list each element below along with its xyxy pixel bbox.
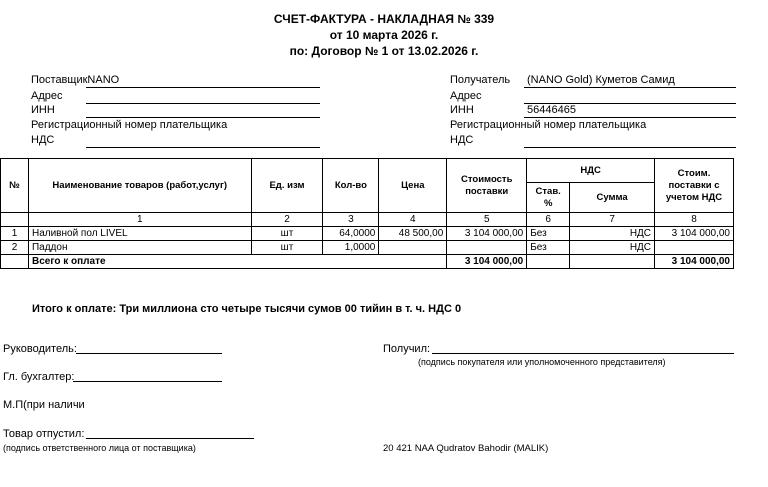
col-number — [1, 213, 29, 227]
col-header-vat-rate: Став. % — [527, 183, 570, 213]
receiver-label: Получатель — [450, 74, 511, 86]
supplier-address-line — [86, 103, 320, 104]
director-label: Руководитель: — [3, 343, 77, 355]
received-note: (подпись покупателя или уполномоченного представителя) — [418, 357, 666, 367]
invoice-date: от 10 марта 2026 г. — [329, 28, 439, 42]
receiver-name: (NANO Gold) Куметов Самид — [527, 74, 675, 86]
receiver-name-line — [524, 87, 736, 88]
receiver-vat-label: НДС — [450, 134, 474, 146]
receiver-reg-label: Регистрационный номер плательщика — [450, 119, 647, 131]
stamp-label: М.П(при наличи — [3, 399, 85, 411]
col-number: 5 — [447, 213, 527, 227]
col-header-name: Наименование товаров (работ,услуг) — [28, 159, 251, 213]
supplier-inn-line — [86, 117, 320, 118]
director-sign-line — [76, 353, 222, 354]
row-vat-rate: Без — [527, 241, 570, 255]
total-sum: 3 104 000,00 — [655, 255, 734, 269]
total-empty — [570, 255, 655, 269]
row-num: 1 — [1, 227, 29, 241]
supplier-name-line — [86, 87, 320, 88]
receiver-inn: 56446465 — [527, 104, 576, 116]
invoice-contract: по: Договор № 1 от 13.02.2026 г. — [289, 44, 479, 58]
row-cost — [447, 241, 527, 255]
row-qty: 64,0000 — [323, 227, 379, 241]
receiver-vat-line — [524, 147, 736, 148]
row-num: 2 — [1, 241, 29, 255]
table-row — [1, 227, 734, 241]
row-vat-sum: НДС — [570, 227, 655, 241]
col-header-unit: Ед. изм — [251, 159, 323, 213]
col-header-price: Цена — [379, 159, 447, 213]
row-name: Наливной пол LIVEL — [28, 227, 251, 241]
goods-table — [0, 158, 734, 269]
released-sign-line — [86, 438, 254, 439]
col-header-total: Стоим. поставки с учетом НДС — [655, 159, 734, 213]
col-header-num: № — [1, 159, 29, 213]
col-header-vat-group: НДС — [527, 159, 655, 183]
col-header-qty: Кол-во — [323, 159, 379, 213]
col-number: 8 — [655, 213, 734, 227]
row-name: Паддон — [28, 241, 251, 255]
col-number: 1 — [28, 213, 251, 227]
row-cost: 3 104 000,00 — [447, 227, 527, 241]
col-number: 2 — [251, 213, 323, 227]
released-note: (подпись ответственного лица от поставщика) — [3, 443, 196, 453]
total-empty — [527, 255, 570, 269]
total-cost: 3 104 000,00 — [447, 255, 527, 269]
supplier-name: NANO — [87, 74, 120, 86]
row-unit: шт — [251, 227, 323, 241]
accountant-sign-line — [73, 381, 222, 382]
row-unit: шт — [251, 241, 323, 255]
total-empty — [1, 255, 29, 269]
amount-in-words: Итого к оплате: Три миллиона сто четыре тысячи сумов 00 тийин в т. ч. НДС 0 — [32, 303, 462, 315]
footer-info: 20 421 NAA Qudratov Bahodir (MALIK) — [383, 443, 549, 454]
row-vat-sum: НДС — [570, 241, 655, 255]
invoice-title: СЧЕТ-ФАКТУРА - НАКЛАДНАЯ № 339 — [273, 12, 495, 26]
row-qty: 1,0000 — [323, 241, 379, 255]
col-header-vat-sum: Сумма — [570, 183, 655, 213]
table-row — [1, 241, 734, 255]
supplier-vat-label: НДС — [31, 134, 55, 146]
col-number: 4 — [379, 213, 447, 227]
accountant-label: Гл. бухгалтер: — [3, 371, 75, 383]
supplier-vat-line — [86, 147, 320, 148]
row-price — [379, 241, 447, 255]
total-label: Всего к оплате — [28, 255, 446, 269]
supplier-address-label: Адрес — [31, 90, 63, 102]
row-price: 48 500,00 — [379, 227, 447, 241]
supplier-reg-label: Регистрационный номер плательщика — [31, 119, 228, 131]
released-label: Товар отпустил: — [3, 428, 85, 440]
row-total — [655, 241, 734, 255]
col-number: 6 — [527, 213, 570, 227]
receiver-inn-line — [524, 117, 736, 118]
row-total: 3 104 000,00 — [655, 227, 734, 241]
supplier-label: ПоставщикNANO — [31, 74, 120, 86]
col-number: 3 — [323, 213, 379, 227]
col-header-cost: Стоимость поставки — [447, 159, 527, 213]
received-sign-line — [432, 353, 734, 354]
supplier-inn-label: ИНН — [31, 104, 55, 116]
receiver-address-label: Адрес — [450, 90, 482, 102]
receiver-inn-label: ИНН — [450, 104, 474, 116]
col-number: 7 — [570, 213, 655, 227]
total-row — [1, 255, 734, 269]
received-label: Получил: — [383, 343, 431, 355]
row-vat-rate: Без — [527, 227, 570, 241]
